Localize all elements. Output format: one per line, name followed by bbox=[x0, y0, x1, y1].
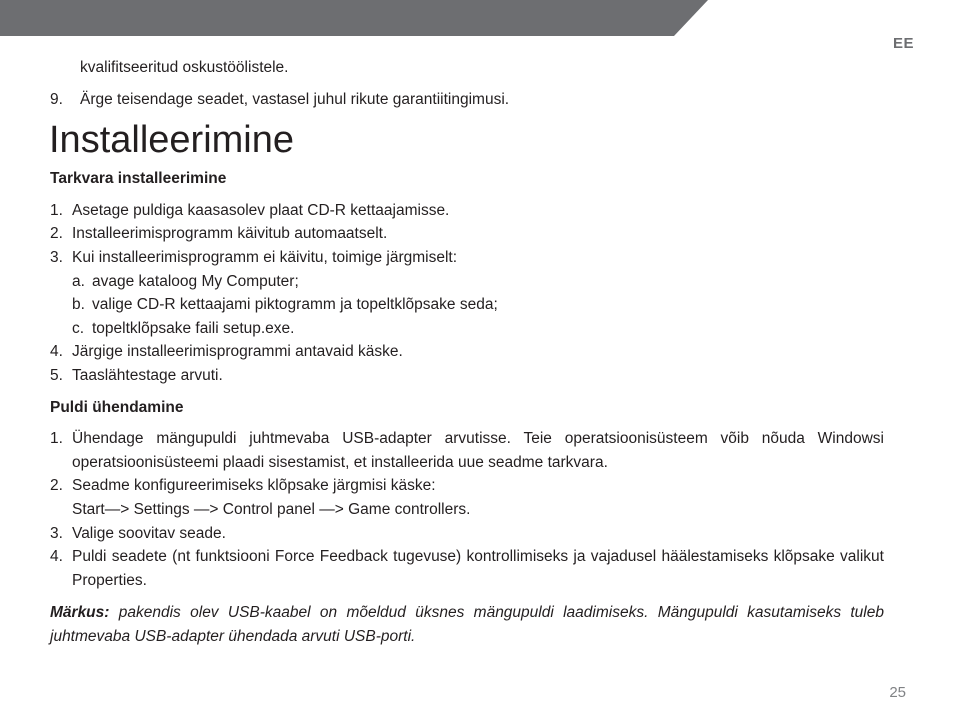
list-item bbox=[50, 474, 884, 498]
sublist-item bbox=[72, 293, 884, 317]
sublist-item-letter: c. bbox=[72, 319, 85, 337]
sublist-item-text: avage kataloog My Computer; bbox=[92, 272, 299, 290]
language-code: EE bbox=[892, 35, 914, 52]
document-body bbox=[50, 56, 884, 648]
list-item-text: Seadme konfigureerimiseks klõpsake järgmisi käske: bbox=[72, 477, 436, 495]
sublist-item-letter: a. bbox=[72, 272, 85, 290]
list-item-text: Puldi seadete (nt funktsiooni Force Feedback tugevuse) kontrollimiseks ja vajadusel häälestamiseks klõpsake valikut Properties. bbox=[72, 548, 884, 589]
section-heading: Installeerimine bbox=[49, 119, 294, 162]
list-item bbox=[50, 222, 884, 246]
intro-item-text: Ärge teisendage seadet, vastasel juhul rikute garantiitingimusi. bbox=[80, 90, 510, 108]
list-item bbox=[50, 246, 884, 270]
list-item-text: Valige soovitav seade. bbox=[72, 524, 226, 542]
page-number: 25 bbox=[889, 684, 906, 701]
note-paragraph bbox=[50, 601, 884, 648]
list-item bbox=[50, 522, 884, 546]
list-item-text: Asetage puldiga kaasasolev plaat CD-R kettaajamisse. bbox=[72, 201, 450, 219]
list-item-text: Kui installeerimisprogramm ei käivitu, toimige järgmiselt: bbox=[72, 248, 458, 266]
list-item-number: 4. bbox=[50, 548, 63, 566]
list-item-text: Ühendage mängupuldi juhtmevaba USB-adapter arvutisse. Teie operatsioonisüsteem võib nõuda Windowsi operatsioonisüsteemi plaadi sisestamist, et installeerida uue seadme tarkvara. bbox=[72, 430, 884, 471]
header-band bbox=[0, 0, 954, 36]
subheading-connect: Puldi ühendamine bbox=[50, 398, 184, 416]
subheading-software: Tarkvara installeerimine bbox=[50, 170, 227, 188]
list-item-number: 1. bbox=[50, 201, 63, 219]
list-item-number: 4. bbox=[50, 343, 63, 361]
intro-item-number: 9. bbox=[50, 90, 63, 108]
header-band-shape bbox=[0, 0, 708, 36]
list-item-number: 3. bbox=[50, 524, 63, 542]
list-item-text: Järgige installeerimisprogrammi antavaid käske. bbox=[72, 343, 403, 361]
note-text: pakendis olev USB-kaabel on mõeldud üksnes mängupuldi laadimiseks. Mängupuldi kasutamiseks tuleb juhtmevaba USB-adapter ühendada arvuti USB-porti. bbox=[50, 604, 884, 645]
list-item-number: 2. bbox=[50, 225, 63, 243]
list-item-number: 3. bbox=[50, 248, 63, 266]
list-item bbox=[50, 199, 884, 223]
list-item-number: 2. bbox=[50, 477, 63, 495]
list-item bbox=[50, 545, 884, 592]
sublist-item-text: topeltklõpsake faili setup.exe. bbox=[92, 319, 295, 337]
sublist-item bbox=[72, 270, 884, 294]
connect-steps bbox=[50, 427, 884, 592]
list-item bbox=[50, 340, 884, 364]
sublist-item bbox=[72, 317, 884, 341]
list-item-number: 5. bbox=[50, 366, 63, 384]
list-item-text: Taaslähtestage arvuti. bbox=[72, 366, 223, 384]
sublist-item-text: valige CD-R kettaajami piktogramm ja topeltklõpsake seda; bbox=[92, 296, 498, 314]
list-item bbox=[50, 364, 884, 388]
intro-item-9 bbox=[50, 88, 884, 112]
software-substeps bbox=[50, 270, 884, 341]
list-item bbox=[50, 427, 884, 474]
intro-continuation: kvalifitseeritud oskustöölistele. bbox=[80, 59, 289, 76]
control-panel-path: Start—> Settings —> Control panel —> Game controllers. bbox=[72, 500, 471, 518]
note-label: Märkus: bbox=[50, 604, 110, 622]
software-steps bbox=[50, 199, 884, 388]
list-item-text: Installeerimisprogramm käivitub automaatselt. bbox=[72, 225, 388, 243]
list-item-number: 1. bbox=[50, 430, 63, 448]
sublist-item-letter: b. bbox=[72, 296, 85, 314]
